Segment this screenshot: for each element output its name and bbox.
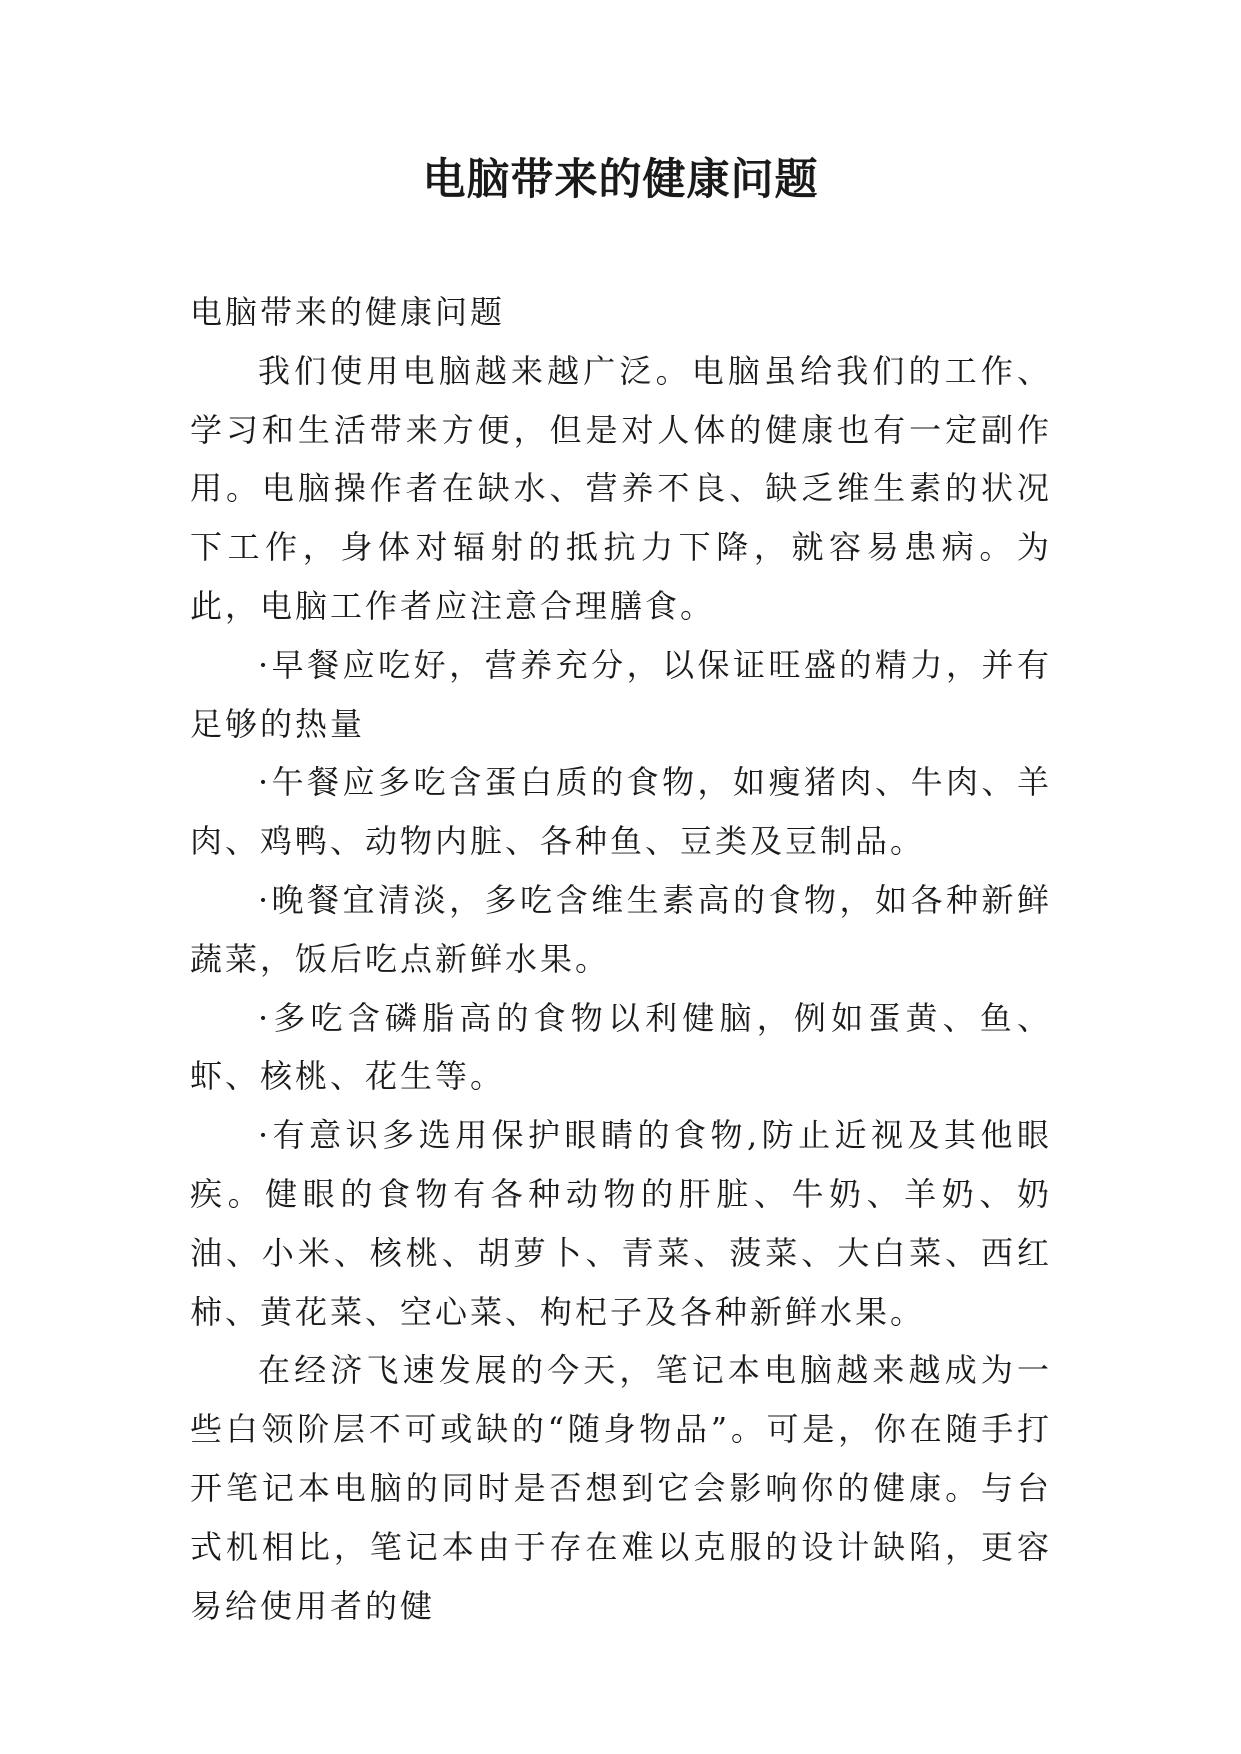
paragraph-intro: 我们使用电脑越来越广泛。电脑虽给我们的工作、学习和生活带来方便，但是对人体的健康也有一定副作用。电脑操作者在缺水、营养不良、缺乏维生素的状况下工作，身体对辐射的抵抗力下降，就容易患病。为此，电脑工作者应注意合理膳食。	[190, 351, 1052, 625]
document-title: 电脑带来的健康问题	[422, 155, 819, 205]
paragraph-lunch: ·午餐应多吃含蛋白质的食物，如瘦猪肉、牛肉、羊肉、鸡鸭、动物内脏、各种鱼、豆类及豆制品。	[190, 763, 1052, 861]
paragraph-breakfast: ·早餐应吃好，营养充分，以保证旺盛的精力，并有足够的热量	[190, 645, 1052, 743]
paragraph-laptop: 在经济飞速发展的今天，笔记本电脑越来越成为一些白领阶层不可或缺的“随身物品”。可是，你在随手打开笔记本电脑的同时是否想到它会影响你的健康。与台式机相比，笔记本由于存在难以克服的设计缺陷，更容易给使用者的健	[190, 1351, 1052, 1625]
paragraph-phospholipid: ·多吃含磷脂高的食物以利健脑，例如蛋黄、鱼、虾、核桃、花生等。	[190, 998, 1052, 1096]
document-subheading: 电脑带来的健康问题	[190, 293, 506, 331]
document-body	[190, 283, 1052, 1635]
paragraph-dinner: ·晚餐宜清淡，多吃含维生素高的食物，如各种新鲜蔬菜，饭后吃点新鲜水果。	[190, 880, 1052, 978]
paragraph-eye-health: ·有意识多选用保护眼睛的食物,防止近视及其他眼疾。健眼的食物有各种动物的肝脏、牛奶、羊奶、奶油、小米、核桃、胡萝卜、青菜、菠菜、大白菜、西红柿、黄花菜、空心菜、枸杞子及各种新鲜水果。	[190, 1116, 1052, 1331]
